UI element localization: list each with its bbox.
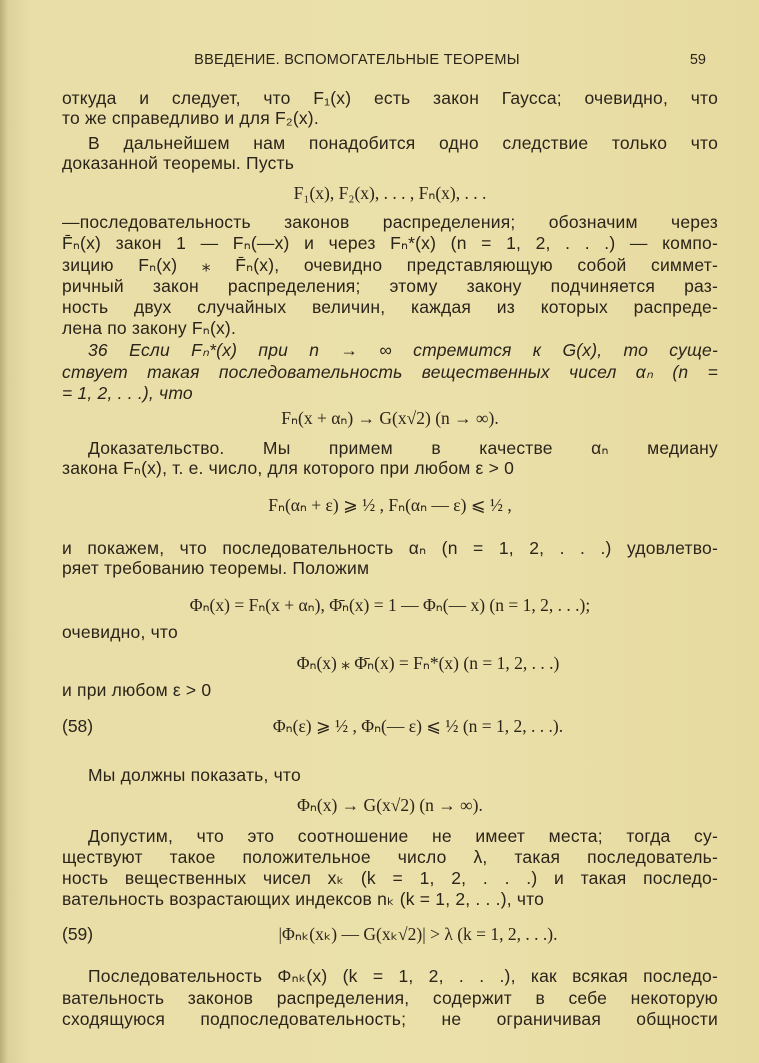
text-line: откуда и следует, что F₁(x) есть закон Гаусса; очевидно, что [62,88,718,108]
text-line: очевидно, что [62,622,178,642]
text-line: зицию Fₙ(x) ⁎ F̄ₙ(x), очевидно представляющую собой симмет- [62,255,718,275]
equation-number: (58) [62,716,94,736]
text-line: Допустим, что это соотношение не имеет места; тогда су- [88,826,718,846]
text-line: ность вещественных чисел xₖ (k = 1, 2, . . .) и такая последо- [62,868,718,888]
text-line: доказанной теоремы. Пусть [62,153,295,173]
text-line: ность двух случайных величин, каждая из которых распреде- [62,297,718,317]
equation-number: (59) [62,924,94,944]
text-line: лена по закону Fₙ(x). [62,318,237,338]
text-line: F̄ₙ(x) закон 1 — Fₙ(—x) и через Fₙ*(x) (n = 1, 2, . . .) — компо- [62,233,718,253]
text-line: вательность законов распределения, содержит в себе некоторую [62,988,718,1008]
text-line: закона Fₙ(x), т. е. число, для которого при любом ε > 0 [62,458,515,478]
formula: Φₙ(x) ⁎ Φ̄ₙ(x) = Fₙ*(x) (n = 1, 2, . . .) [296,653,560,673]
page-number: 59 [689,52,706,68]
theorem-line: 36 Если Fₙ*(x) при n → ∞ стремится к G(x), то суще- [88,340,718,360]
formula: |Φₙₖ(xₖ) — G(xₖ√2)| > λ (k = 1, 2, . . .). [278,924,558,944]
text-line: ществуют такое положительное число λ, такая последователь- [62,847,718,867]
theorem-line: = 1, 2, . . .), что [62,383,193,403]
text-line: вательность возрастающих индексов nₖ (k = 1, 2, . . .), что [62,889,545,909]
text-line: ряет требованию теоремы. Положим [62,558,370,578]
text-line: В дальнейшем нам понадобится одно следствие только что [88,133,718,153]
text-line: —последовательность законов распределения; обозначим через [62,212,718,232]
formula: Fₙ(αₙ + ε) ⩾ ½ , Fₙ(αₙ — ε) ⩽ ½ , [268,495,512,515]
text-line: ричный закон распределения; этому закону подчиняется раз- [62,276,718,296]
chapter-title: ВВЕДЕНИЕ. ВСПОМОГАТЕЛЬНЫЕ ТЕОРЕМЫ [194,52,520,68]
text-line: то же справедливо и для F₂(x). [62,108,319,128]
text-line: сходящуюся подпоследовательность; не ограничивая общности [62,1009,718,1029]
formula: F₁(x), F₂(x), . . . , Fₙ(x), . . . [293,183,487,203]
formula: Φₙ(x) = Fₙ(x + αₙ), Φ̄ₙ(x) = 1 — Φₙ(— x) (n = 1, 2, . . .); [189,595,591,615]
formula: Φₙ(ε) ⩾ ½ , Φₙ(— ε) ⩽ ½ (n = 1, 2, . . .). [272,716,564,736]
text-line: и при любом ε > 0 [62,680,212,700]
theorem-line: ствует такая последовательность вещественных чисел αₙ (n = [62,362,718,382]
text-line: Последовательность Φₙₖ(x) (k = 1, 2, . . .), как всякая последо- [88,966,718,986]
formula: Fₙ(x + αₙ) → G(x√2) (n → ∞). [281,408,499,428]
text-line: и покажем, что последовательность αₙ (n = 1, 2, . . .) удовлетво- [62,538,718,558]
text-line: Доказательство. Мы примем в качестве αₙ медиану [88,438,718,458]
text-line: Мы должны показать, что [88,765,301,785]
formula: Φₙ(x) → G(x√2) (n → ∞). [297,795,483,815]
